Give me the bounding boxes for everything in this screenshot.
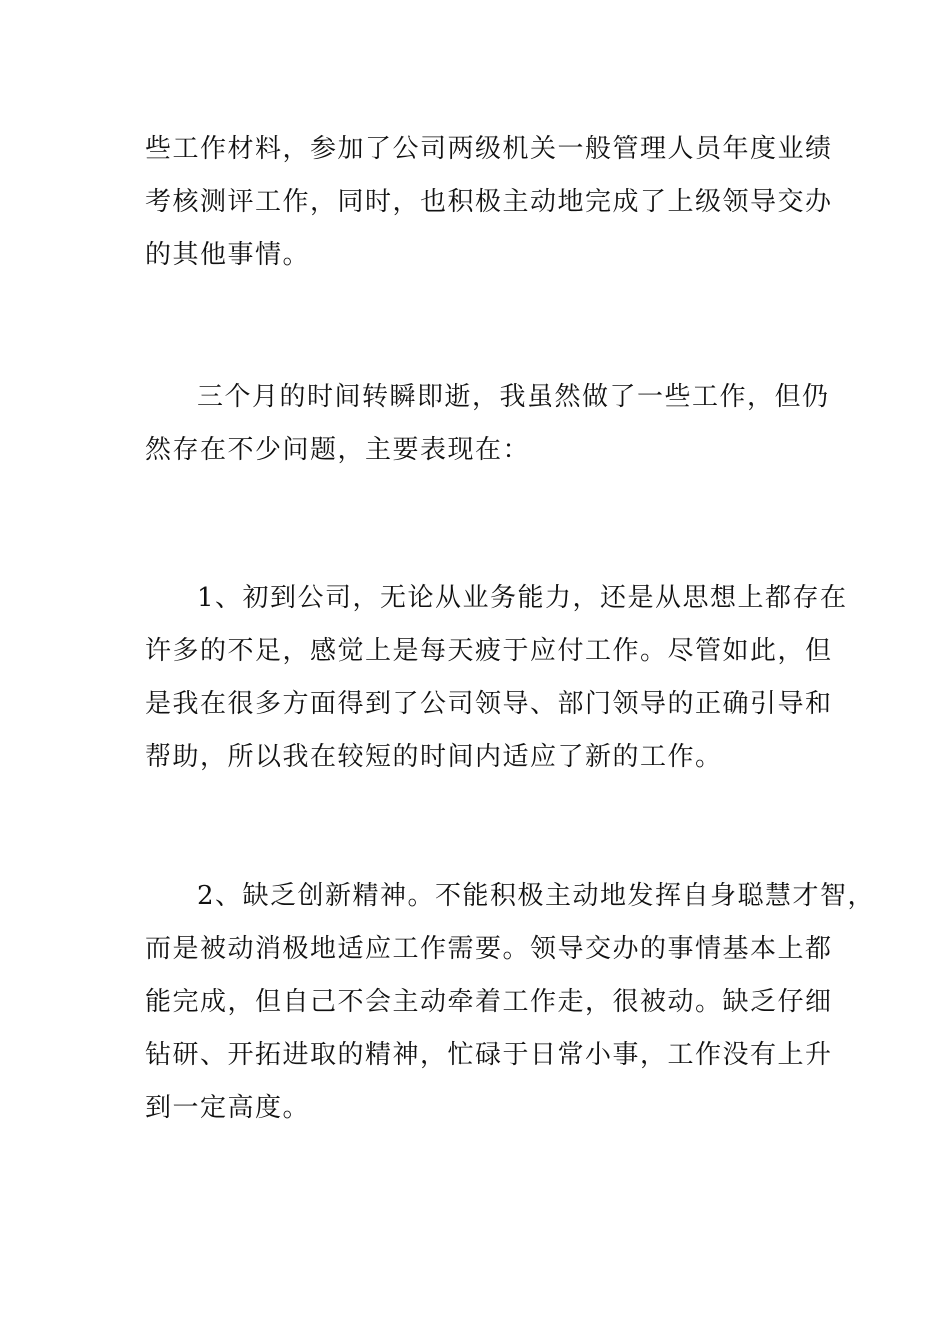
text-line: 然存在不少问题，主要表现在： — [145, 435, 531, 465]
text-line: 钻研、开拓进取的精神，忙碌于日常小事，工作没有上升 — [145, 1040, 833, 1070]
paragraph-problem-1 — [145, 572, 848, 784]
text-line: 许多的不足，感觉上是每天疲于应付工作。尽管如此，但 — [145, 636, 833, 666]
text-line: 的其他事情。 — [145, 240, 311, 270]
paragraph-continued-work-summary — [145, 123, 833, 282]
text-line: 是我在很多方面得到了公司领导、部门领导的正确引导和 — [145, 689, 833, 719]
text-line: 些工作材料，参加了公司两级机关一般管理人员年度业绩 — [145, 134, 833, 164]
text-line: 三个月的时间转瞬即逝，我虽然做了一些工作，但仍 — [197, 382, 830, 412]
text-line: 而是被动消极地适应工作需要。领导交办的事情基本上都 — [145, 934, 833, 964]
text-line: 能完成，但自己不会主动牵着工作走，很被动。缺乏仔细 — [145, 987, 833, 1017]
text-line: 到一定高度。 — [145, 1093, 311, 1123]
text-line: 2、缺乏创新精神。不能积极主动地发挥自身聪慧才智， — [197, 881, 876, 911]
text-line: 帮助，所以我在较短的时间内适应了新的工作。 — [145, 742, 723, 772]
paragraph-problems-intro — [145, 371, 830, 477]
text-line: 1、初到公司，无论从业务能力，还是从思想上都存在 — [197, 583, 848, 613]
text-line: 考核测评工作，同时，也积极主动地完成了上级领导交办 — [145, 187, 833, 217]
paragraph-problem-2 — [145, 870, 876, 1135]
